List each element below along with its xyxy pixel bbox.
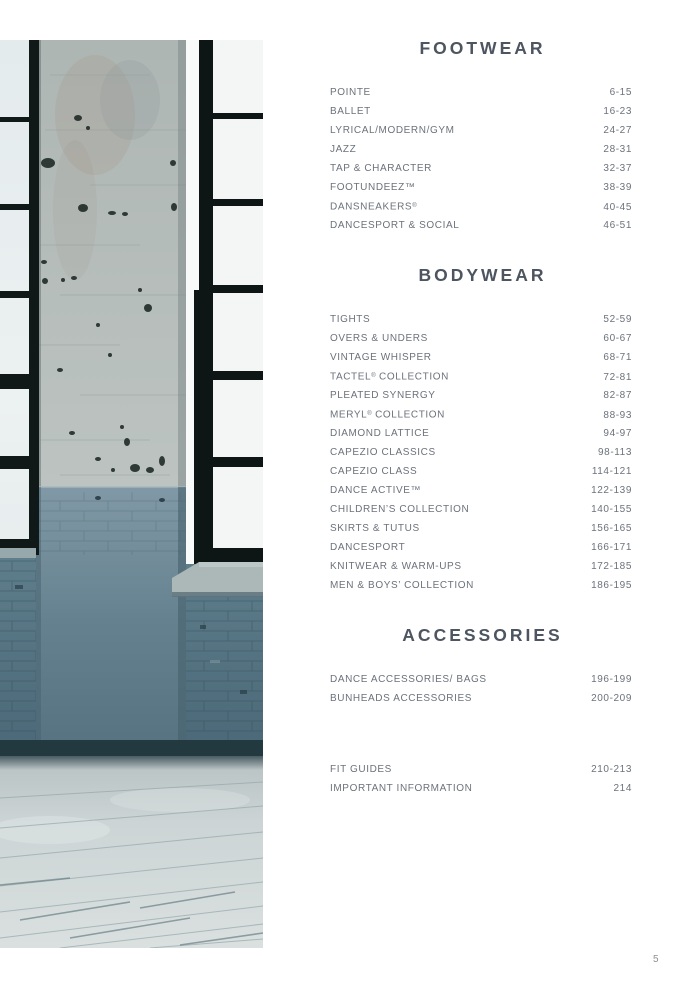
toc-row: [330, 424, 632, 443]
section-rows: [330, 670, 632, 708]
toc-item-pages: 68-71: [603, 352, 632, 363]
toc-section: [330, 265, 632, 595]
section-title: BODYWEAR: [418, 265, 547, 285]
toc-row: [330, 760, 632, 779]
section-rows: [330, 310, 632, 595]
toc-item-label: DANCESPORT & SOCIAL: [330, 220, 460, 231]
toc-row: [330, 121, 632, 140]
toc-row: [330, 462, 632, 481]
toc-row: [330, 348, 632, 367]
toc-item-pages: 82-87: [603, 390, 632, 401]
toc-row: [330, 216, 632, 235]
toc-item-label: DIAMOND LATTICE: [330, 428, 430, 439]
section-title: ACCESSORIES: [402, 625, 563, 645]
toc-item-label: PLEATED SYNERGY: [330, 390, 436, 401]
toc-item-pages: 98-113: [598, 447, 632, 458]
toc-item-pages: 52-59: [603, 314, 632, 325]
toc-row: [330, 140, 632, 159]
toc-row: [330, 329, 632, 348]
toc-item-label: JAZZ: [330, 144, 357, 155]
toc-item-pages: 88-93: [603, 409, 632, 421]
toc-item-pages: 6-15: [609, 87, 632, 98]
toc-row: [330, 405, 632, 424]
toc-item-label: CAPEZIO CLASS: [330, 466, 418, 477]
toc-item-pages: 40-45: [603, 201, 632, 213]
toc-item-label: TACTEL® COLLECTION: [330, 371, 449, 383]
toc-row: [330, 386, 632, 405]
toc-item-label: SKIRTS & TUTUS: [330, 523, 420, 534]
toc-item-pages: 200-209: [591, 693, 632, 704]
toc-row: [330, 689, 632, 708]
toc-item-label: FIT GUIDES: [330, 764, 392, 775]
toc-item-pages: 16-23: [603, 106, 632, 117]
toc-item-label: MEN & BOYS’ COLLECTION: [330, 580, 474, 591]
toc-row: [330, 481, 632, 500]
toc-item-pages: 46-51: [603, 220, 632, 231]
toc-item-label: CHILDREN’S COLLECTION: [330, 504, 470, 515]
toc-item-pages: 72-81: [603, 371, 632, 383]
toc-item-pages: 140-155: [591, 504, 632, 515]
toc-item-label: DANCE ACTIVE™: [330, 485, 422, 496]
catalog-photo: [0, 40, 263, 948]
toc-row: [330, 519, 632, 538]
toc-row: [330, 159, 632, 178]
toc-section: [330, 625, 632, 708]
toc-row: [330, 670, 632, 689]
toc-item-pages: 122-139: [591, 485, 632, 496]
toc-item-label: KNITWEAR & WARM-UPS: [330, 561, 462, 572]
toc-item-label: TIGHTS: [330, 314, 371, 325]
toc-item-pages: 114-121: [591, 466, 632, 477]
concrete-pillar: [36, 40, 186, 755]
toc-item-pages: 24-27: [603, 125, 632, 136]
toc-row: [330, 197, 632, 216]
toc-item-label: VINTAGE WHISPER: [330, 352, 432, 363]
page-number: 5: [652, 954, 659, 965]
toc-row: [330, 367, 632, 386]
section-title: FOOTWEAR: [419, 38, 546, 58]
toc-row: [330, 310, 632, 329]
toc-item-pages: 32-37: [603, 163, 632, 174]
toc-item-label: TAP & CHARACTER: [330, 163, 432, 174]
registered-mark: ®: [367, 411, 372, 417]
section-rows: [330, 83, 632, 235]
toc-item-label: POINTE: [330, 87, 371, 98]
toc-row: [330, 500, 632, 519]
toc-item-pages: 210-213: [591, 764, 632, 775]
toc-row: [330, 443, 632, 462]
toc-item-label: DANCE ACCESSORIES/ BAGS: [330, 674, 487, 685]
toc-item-label: DANCESPORT: [330, 542, 406, 553]
toc-item-pages: 166-171: [591, 542, 632, 553]
toc-row: [330, 538, 632, 557]
toc-row: [330, 557, 632, 576]
table-of-contents: [330, 38, 632, 798]
toc-item-pages: 196-199: [591, 674, 632, 685]
wood-floor: [0, 740, 263, 948]
toc-item-pages: 28-31: [603, 144, 632, 155]
toc-item-pages: 172-185: [591, 561, 632, 572]
toc-item-pages: 60-67: [603, 333, 632, 344]
toc-item-pages: 156-165: [591, 523, 632, 534]
toc-item-label: OVERS & UNDERS: [330, 333, 428, 344]
toc-item-label: LYRICAL/MODERN/GYM: [330, 125, 455, 136]
toc-item-label: BUNHEADS ACCESSORIES: [330, 693, 473, 704]
toc-row: [330, 178, 632, 197]
toc-item-pages: 186-195: [591, 580, 632, 591]
left-window: [0, 40, 39, 558]
toc-row: [330, 102, 632, 121]
toc-item-label: MERYL® COLLECTION: [330, 409, 445, 421]
toc-item-label: FOOTUNDEEZ™: [330, 182, 416, 193]
registered-mark: ®: [412, 203, 417, 209]
registered-mark: ®: [371, 373, 376, 379]
toc-extras: [330, 760, 632, 798]
toc-item-pages: 214: [613, 783, 632, 794]
toc-section: [330, 38, 632, 235]
toc-row: [330, 83, 632, 102]
toc-item-label: IMPORTANT INFORMATION: [330, 783, 473, 794]
toc-sections: [330, 38, 632, 708]
toc-item-label: BALLET: [330, 106, 371, 117]
toc-item-pages: 94-97: [603, 428, 632, 439]
toc-row: [330, 779, 632, 798]
toc-item-label: DANSNEAKERS®: [330, 201, 417, 213]
catalog-photo-image: [0, 40, 263, 948]
toc-item-label: CAPEZIO CLASSICS: [330, 447, 436, 458]
toc-item-pages: 38-39: [603, 182, 632, 193]
toc-row: [330, 576, 632, 595]
